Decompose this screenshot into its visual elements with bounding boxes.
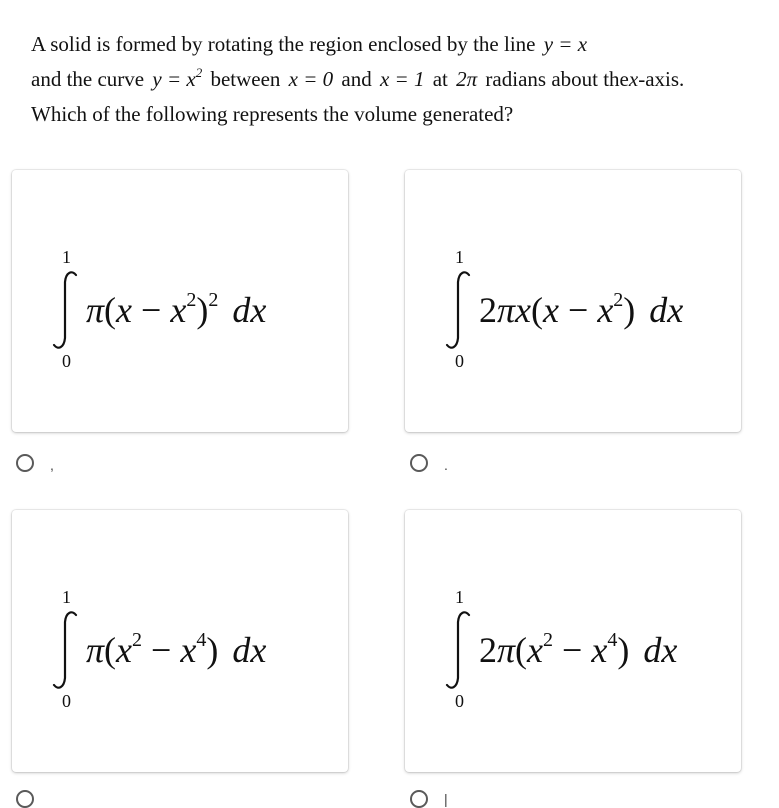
lower-limit: 0 <box>455 691 464 711</box>
upper-limit: 1 <box>455 587 464 607</box>
upper-limit: 1 <box>62 247 71 267</box>
integrand-power-2: 2 <box>543 629 554 651</box>
integrand-power: 2 <box>613 289 624 311</box>
equation-axis: x <box>628 67 639 91</box>
option-b-radio[interactable] <box>410 454 428 472</box>
upper-limit: 1 <box>62 587 71 607</box>
equation-lower-bound: x = 0 <box>288 67 334 91</box>
option-b-card[interactable] <box>405 170 741 432</box>
question-text <box>31 27 761 132</box>
integrand-coefficient: 2 <box>479 630 497 670</box>
integrand-paren-open: ( <box>515 630 528 670</box>
option-d-label: | <box>444 791 448 807</box>
option-d-radio[interactable] <box>410 790 428 808</box>
integrand-coefficient: 2 <box>479 290 497 330</box>
differential: dx <box>643 630 678 670</box>
option-c-card[interactable] <box>12 510 348 772</box>
differential: dx <box>232 290 267 330</box>
integrand-power-2: 2 <box>132 629 143 651</box>
question-line-2-text-d: at <box>432 67 448 91</box>
integrand <box>479 628 677 672</box>
question-line-2-text-c: and <box>341 67 372 91</box>
integral-sign-icon <box>443 610 473 690</box>
option-a-integral <box>50 247 340 371</box>
integrand-minus: − <box>559 290 598 330</box>
option-a-card[interactable] <box>12 170 348 432</box>
equation-line: y = x <box>543 32 588 56</box>
option-b-integral <box>443 247 733 371</box>
integrand-x-squared: x <box>116 630 133 670</box>
integrand-minus: − <box>132 290 171 330</box>
option-c-integral <box>50 587 340 711</box>
option-b-label: . <box>444 457 448 473</box>
equation-curve-base: y = x <box>152 67 196 91</box>
integrand-paren-close: ) <box>623 290 636 330</box>
integrand-pi: π <box>86 630 105 670</box>
lower-limit: 0 <box>455 351 464 371</box>
integral-sign-icon <box>443 270 473 350</box>
integrand <box>86 288 266 332</box>
integrand-power: 2 <box>186 289 197 311</box>
question-line-1-text: A solid is formed by rotating the region enclosed by the line <box>31 32 536 56</box>
differential: dx <box>232 630 267 670</box>
question-line-2-text-e: radians about the <box>485 67 629 91</box>
integrand-outer-power: 2 <box>208 289 219 311</box>
integrand-paren-close: ) <box>196 290 209 330</box>
question-line-2-text-a: and the curve <box>31 67 145 91</box>
option-a-label: , <box>50 457 54 473</box>
integrand <box>479 288 683 332</box>
option-a-radio[interactable] <box>16 454 34 472</box>
differential: dx <box>649 290 684 330</box>
integrand-x-squared: x <box>597 290 614 330</box>
integrand-paren-open: ( <box>104 630 117 670</box>
integrand-x: x <box>116 290 133 330</box>
integrand-x-fourth: x <box>180 630 197 670</box>
option-d-card[interactable] <box>405 510 741 772</box>
integrand-paren-open: ( <box>531 290 544 330</box>
integrand <box>86 628 266 672</box>
integral-sign-icon <box>50 610 80 690</box>
integrand-x: x <box>543 290 559 330</box>
integrand-paren-open: ( <box>104 290 117 330</box>
integrand-x-squared: x <box>170 290 187 330</box>
integrand-pi: π <box>86 290 105 330</box>
equation-curve-power: 2 <box>195 65 203 80</box>
lower-limit: 0 <box>62 351 71 371</box>
lower-limit: 0 <box>62 691 71 711</box>
integral-sign-icon <box>50 270 80 350</box>
question-line-3: Which of the following represents the volume generated? <box>31 102 514 126</box>
question-line-1 <box>31 27 761 62</box>
integrand-pi-x: πx <box>497 290 532 330</box>
option-c-radio[interactable] <box>16 790 34 808</box>
question-line-2 <box>31 62 761 97</box>
integrand-minus: − <box>553 630 592 670</box>
equation-upper-bound: x = 1 <box>379 67 425 91</box>
integrand-x-fourth: x <box>591 630 608 670</box>
question-line-2-text-b: between <box>210 67 281 91</box>
option-d-integral <box>443 587 733 711</box>
equation-curve <box>152 67 202 91</box>
integrand-x-squared: x <box>527 630 544 670</box>
integrand-paren-close: ) <box>206 630 219 670</box>
upper-limit: 1 <box>455 247 464 267</box>
integrand-paren-close: ) <box>617 630 630 670</box>
integrand-pi: π <box>497 630 516 670</box>
integrand-power-4: 4 <box>607 629 618 651</box>
integrand-power-4: 4 <box>196 629 207 651</box>
question-line-2-text-f: -axis. <box>638 67 685 91</box>
integrand-minus: − <box>142 630 181 670</box>
equation-angle: 2π <box>456 67 478 91</box>
